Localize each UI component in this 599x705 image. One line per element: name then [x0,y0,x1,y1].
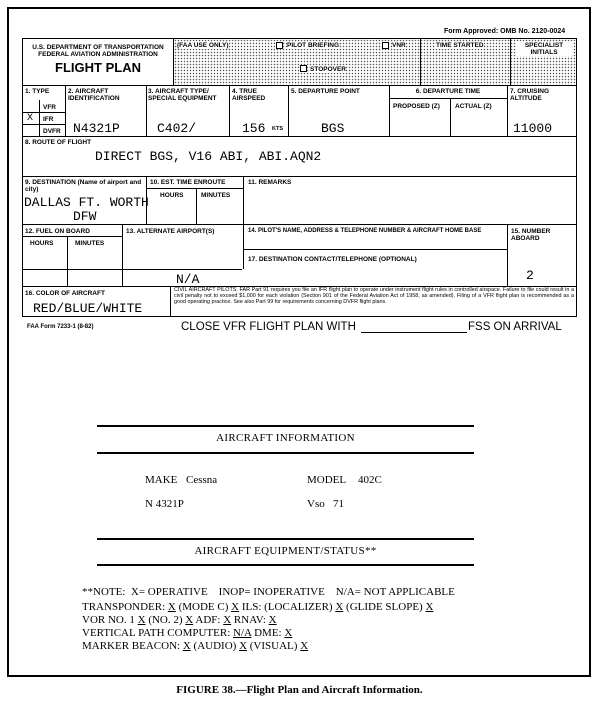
vnr-label: VNR [392,42,406,49]
aircraft-id-label: 2. AIRCRAFT IDENTIFICATION [68,88,120,102]
form-number: FAA Form 7233-1 (8-82) [27,324,94,330]
glide-slope-status[interactable]: X [425,601,434,613]
agency-line1: U.S. DEPARTMENT OF TRANSPORTATION [32,44,164,51]
fss-arrival-text: FSS ON ARRIVAL [468,321,562,333]
equipment-note: **NOTE: X= OPERATIVE INOP= INOPERATIVE N/A= NOT APPLICABLE [82,586,455,598]
ils-label: ILS: (LOCALIZER) [241,601,333,613]
alternate-label: 13. ALTERNATE AIRPORT(S) [126,228,215,235]
route-label: 8. ROUTE OF FLIGHT [25,139,92,146]
equipment-line-3 [82,627,292,639]
vso-value: 71 [333,498,344,510]
make-value: Cessna [186,474,218,486]
vor1-label: VOR NO. 1 [82,614,135,626]
faa-use-label: (FAA USE ONLY) [177,42,229,49]
alternate-value[interactable]: N/A [176,272,200,287]
airspeed-label: 4. TRUE AIRSPEED [232,88,266,102]
figure-caption: FIGURE 38.—Flight Plan and Aircraft Information. [176,684,423,696]
model-label: MODEL [307,474,347,486]
ete-hours-label: HOURS [160,192,184,199]
marker-label: MARKER BEACON: [82,640,181,652]
transponder-label: TRANSPONDER: [82,601,166,613]
time-started-label: TIME STARTED [436,42,484,49]
omb-approval: Form Approved: OMB No. 2120-0024 [444,28,566,35]
stopover-label: STOPOVER [310,66,347,73]
departure-point-value[interactable]: BGS [321,121,345,136]
vor1-status[interactable]: X [137,614,146,626]
vfr-label: VFR [43,104,56,111]
equipment-line-1 [82,601,433,613]
route-value[interactable]: DIRECT BGS, V16 ABI, ABI.AQN2 [95,149,322,164]
ete-minutes-label: MINUTES [201,192,231,199]
transponder-status[interactable]: X [167,601,176,613]
contact-label: 17. DESTINATION CONTACT/TELEPHONE (OPTIONAL) [248,256,417,263]
make-label: MAKE [145,474,178,486]
dme-status[interactable]: X [284,627,293,639]
altitude-value[interactable]: 11000 [513,121,553,136]
aboard-label: 15. NUMBER ABOARD [511,228,551,242]
vnr-checkbox[interactable] [382,42,389,49]
fuel-hours-label: HOURS [30,240,54,247]
type-label: 1. TYPE [25,88,50,95]
fuel-minutes-label: MINUTES [75,240,105,247]
stopover-checkbox[interactable] [300,65,307,72]
proposed-label: PROPOSED (Z) [393,103,440,110]
aboard-value[interactable]: 2 [526,268,534,283]
civil-notice: CIVIL AIRCRAFT PILOTS. FAR Part 91 requires you file an IFR flight plan to operate under instrument flight rules in controlled airspace. Failure to file could result in a civil penalty not to exceed $1,000 for each violation (Section 901 of the Federal Aviation Act of 1958, as amended). Filing of a VFR flight plan is recommended as a good operating practice. See also Part 99 for requirements concerning DVFR flight plans. [174,287,574,305]
localizer-status[interactable]: X [335,601,344,613]
ete-label: 10. EST. TIME ENROUTE [150,179,226,186]
adf-label: ADF: [195,614,221,626]
ifr-mark[interactable]: X [27,113,34,124]
marker-status[interactable]: X [182,640,191,652]
form-title: FLIGHT PLAN [55,60,141,75]
model-value: 402C [358,474,382,486]
color-value[interactable]: RED/BLUE/WHITE [33,301,143,316]
visual-status[interactable]: X [300,640,309,652]
vor2-status[interactable]: X [185,614,194,626]
remarks-label: 11. REMARKS [248,179,292,186]
equipment-line-4 [82,640,308,652]
specialist-initials-label: SPECIALIST INITIALS [516,42,572,56]
pilot-briefing-label: PILOT BRIEFING [287,42,339,49]
pilot-briefing-checkbox[interactable] [276,42,283,49]
close-vfr-text: CLOSE VFR FLIGHT PLAN WITH [181,321,356,333]
aircraft-type-label: 3. AIRCRAFT TYPE/ SPECIAL EQUIPMENT [148,88,217,102]
dvfr-label: DVFR [43,128,61,135]
departure-point-label: 5. DEPARTURE POINT [291,88,360,95]
fss-name-line [361,332,467,333]
vso-label: Vso [307,498,325,510]
destination-line2[interactable]: DFW [73,209,97,224]
ifr-label: IFR [43,116,54,123]
altitude-label: 7. CRUISING ALTITUDE [510,88,550,102]
actual-label: ACTUAL (Z) [455,103,492,110]
aircraft-id-value[interactable]: N4321P [73,121,120,136]
destination-line1[interactable]: DALLAS FT. WORTH [24,195,149,210]
rnav-status[interactable]: X [268,614,277,626]
adf-status[interactable]: X [223,614,232,626]
agency-line2: FEDERAL AVIATION ADMINISTRATION [38,51,158,58]
equipment-line-2 [82,614,277,626]
visual-label: (VISUAL) [249,640,298,652]
mode-c-label: (MODE C) [178,601,229,613]
audio-label: (AUDIO) [193,640,237,652]
dme-label: DME: [254,627,282,639]
glide-slope-label: (GLIDE SLOPE) [346,601,423,613]
registration-value: N 4321P [145,498,184,510]
vpc-label: VERTICAL PATH COMPUTER: [82,627,231,639]
vor2-label: (NO. 2) [148,614,183,626]
pilot-name-label: 14. PILOT'S NAME, ADDRESS & TELEPHONE NUMBER & AIRCRAFT HOME BASE [248,228,482,234]
color-label: 16. COLOR OF AIRCRAFT [25,290,105,297]
audio-status[interactable]: X [239,640,248,652]
fuel-label: 12. FUEL ON BOARD [25,228,90,235]
departure-time-label: 6. DEPARTURE TIME [415,88,481,95]
aircraft-type-value[interactable]: C402/ [157,121,197,136]
aircraft-info-heading: AIRCRAFT INFORMATION [216,432,355,444]
airspeed-value[interactable]: 156 [242,121,266,136]
destination-label: 9. DESTINATION (Name of airport and city) [25,179,142,193]
mode-c-status[interactable]: X [231,601,240,613]
vpc-status[interactable]: N/A [233,627,252,639]
rnav-label: RNAV: [233,614,266,626]
equipment-heading: AIRCRAFT EQUIPMENT/STATUS** [194,545,377,557]
kts-label: KTS [272,126,283,132]
